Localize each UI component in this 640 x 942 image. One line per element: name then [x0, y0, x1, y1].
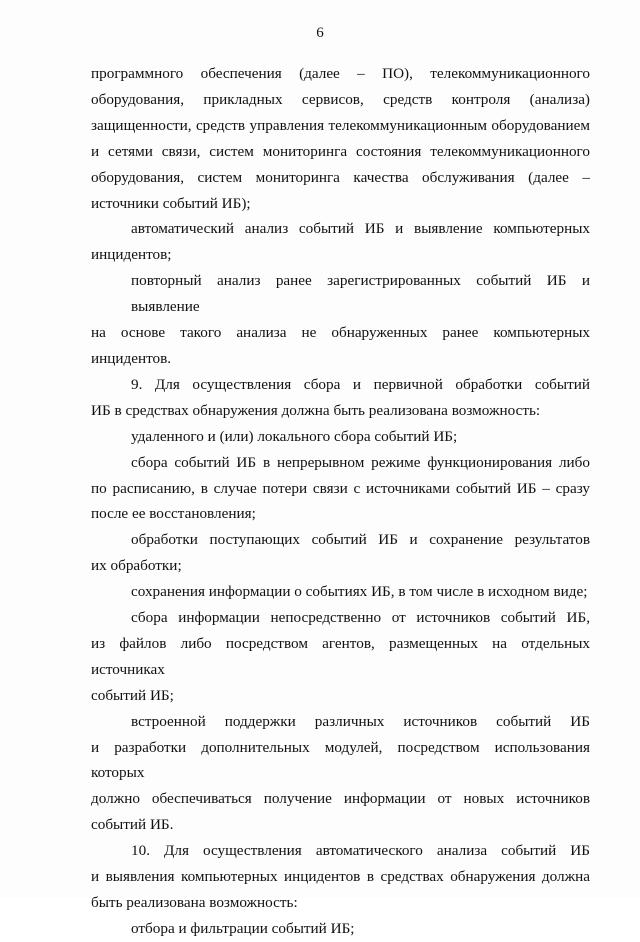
text-line: повторный анализ ранее зарегистрированных событий ИБ и выявление: [131, 272, 590, 316]
text-line: защищенности, средств управления телекоммуникационным оборудованием: [91, 116, 590, 134]
paragraph: [91, 605, 590, 709]
text-line: источники событий ИБ);: [91, 194, 251, 212]
paragraph: [91, 709, 590, 839]
paragraph: [91, 579, 590, 605]
text-line: программного обеспечения (далее – ПО), телекоммуникационного: [91, 65, 590, 82]
paragraph: [91, 268, 590, 372]
text-line: из файлов либо посредством агентов, размещенных на отдельных источниках: [91, 634, 590, 678]
text-line: быть реализована возможность:: [91, 894, 298, 911]
text-line: автоматический анализ событий ИБ и выявление компьютерных: [131, 220, 590, 238]
paragraph: [91, 838, 590, 916]
text-line: после ее восстановления;: [91, 505, 256, 523]
text-line: сбора информации непосредственно от источников событий ИБ,: [131, 609, 590, 627]
paragraph: [91, 424, 590, 450]
text-line: оборудования, систем мониторинга качества обслуживания (далее –: [91, 168, 590, 186]
text-line: удаленного и (или) локального сбора событий ИБ;: [131, 427, 458, 445]
text-line: и выявления компьютерных инцидентов в средствах обнаружения должна: [91, 868, 590, 886]
paragraph: [91, 61, 590, 216]
document-body: [91, 61, 590, 942]
text-line: должно обеспечиваться получение информации от новых источников: [91, 790, 590, 808]
page-number: 6: [316, 25, 324, 41]
text-line: 9. Для осуществления сбора и первичной обработки событий: [131, 375, 590, 393]
text-line: сохранения информации о событиях ИБ, в том числе в исходном виде;: [131, 583, 588, 601]
text-line: событий ИБ;: [91, 686, 174, 704]
text-line: их обработки;: [91, 557, 182, 575]
paragraph: [91, 527, 590, 579]
text-line: событий ИБ.: [91, 816, 174, 834]
paragraph: [91, 372, 590, 424]
text-line: и разработки дополнительных модулей, посредством использования которых: [91, 738, 590, 782]
text-line: по расписанию, в случае потери связи с источниками событий ИБ – сразу: [91, 479, 590, 497]
paragraph: [91, 916, 590, 942]
text-line: оборудования, прикладных сервисов, средств контроля (анализа): [91, 90, 590, 108]
text-line: ИБ в средствах обнаружения должна быть реализована возможность:: [91, 401, 541, 419]
text-line: на основе такого анализа не обнаруженных ранее компьютерных инцидентов.: [91, 324, 590, 367]
text-line: инцидентов;: [91, 246, 172, 264]
text-line: встроенной поддержки различных источников событий ИБ: [131, 712, 590, 730]
text-line: 10. Для осуществления автоматического анализа событий ИБ: [131, 842, 590, 860]
text-line: отбора и фильтрации событий ИБ;: [131, 919, 355, 937]
text-line: сбора событий ИБ в непрерывном режиме функционирования либо: [131, 453, 590, 471]
paragraph: [91, 216, 590, 268]
text-line: обработки поступающих событий ИБ и сохранение результатов: [131, 531, 590, 549]
text-line: и сетями связи, систем мониторинга состояния телекоммуникационного: [91, 142, 590, 160]
paragraph: [91, 450, 590, 528]
